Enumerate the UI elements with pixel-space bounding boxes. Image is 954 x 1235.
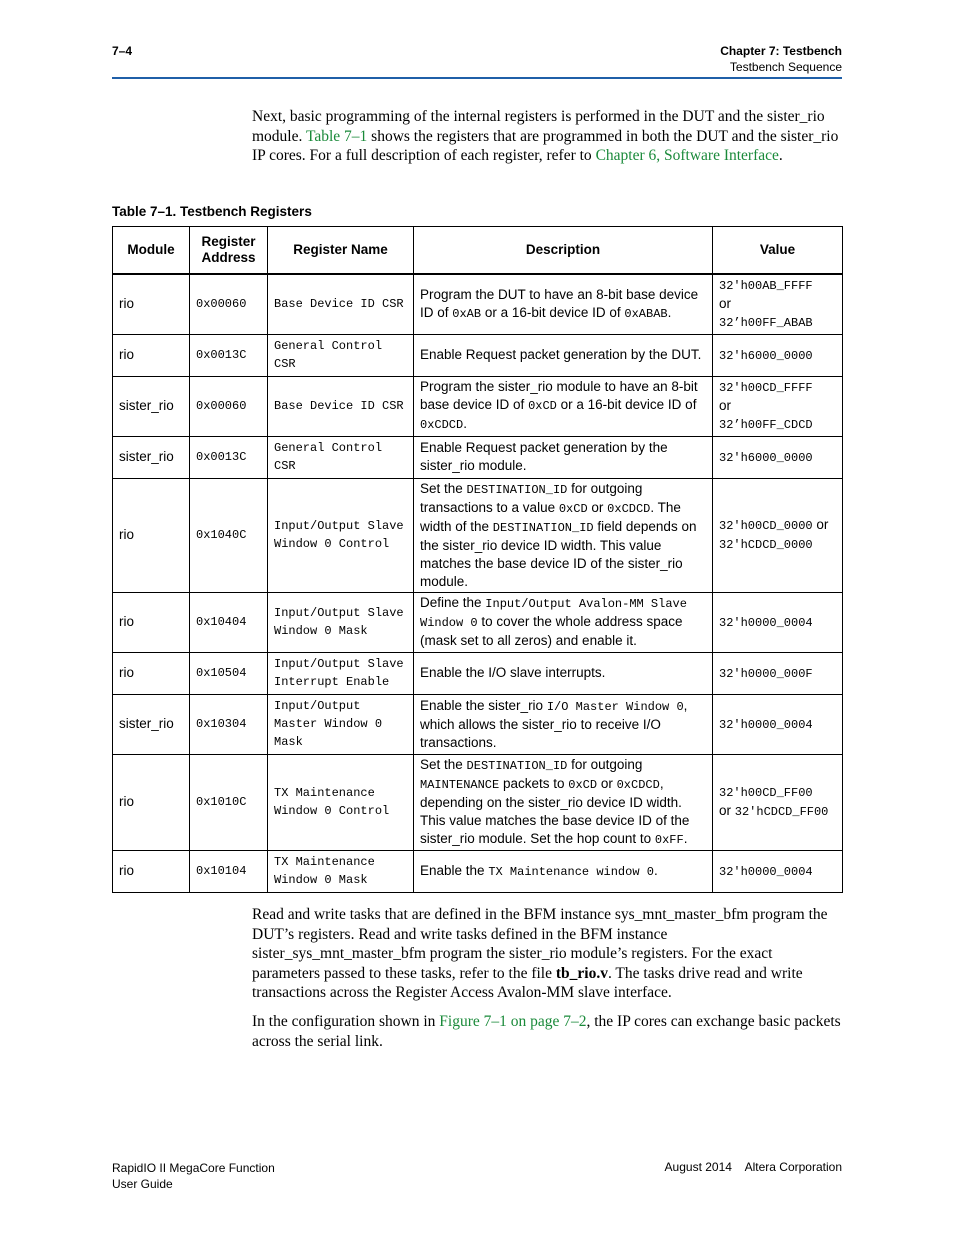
module-cell: rio [113,592,190,652]
code-fragment: DESTINATION_ID [492,520,594,535]
bfm-text-1: Read and write tasks that are defined in the BFM instance sys_mnt_master_bfm program the DUT’s registers. Read and write tasks defined in the BFM instance sister_sys_mnt_master_bfm program the sister_rio module’s registers. For the exact parameters passed to these tasks, refer to the file [252,906,828,982]
address-cell: 0x0013C [190,436,268,478]
register-name-cell: Base Device ID CSR [268,376,414,436]
description-text: . The width of the [420,499,681,534]
description-cell [414,754,713,850]
description-text: packets to [499,775,569,791]
address-cell: 0x10404 [190,592,268,652]
description-text: to cover the whole address space (mask set to all zeros) and enable it. [420,614,683,648]
section-title: Testbench Sequence [729,60,842,74]
intro-text-1: Next, basic programming of the internal registers is performed in the DUT and the sister_rio module. [252,108,825,145]
register-value: 32'h0000_000F [719,666,813,681]
register-name-cell: TX Maintenance Window 0 Mask [268,850,414,892]
code-fragment: 0xCDCD [616,777,660,792]
value-cell [713,334,843,376]
address-cell: 0x0013C [190,334,268,376]
config-text-1: In the configuration shown in [252,1013,440,1030]
code-fragment: I/O Master Window 0 [546,699,684,714]
value-cell [713,850,843,892]
code-fragment: 0xCDCD [420,418,464,432]
description-text: Enable the I/O slave interrupts. [420,665,606,680]
code-fragment: TX Maintenance window 0 [488,864,654,879]
table-row [113,652,843,694]
address-cell: 0x1010C [190,754,268,850]
description-text: field depends on the sister_rio device ID width. This value matches the base device ID of the sister_rio module. [420,518,697,589]
description-text: Program the sister_rio module to have an 8-bit base device ID of [420,379,698,412]
register-name-cell: Input/Output Slave Interrupt Enable [268,652,414,694]
description-text: Enable Request packet generation by the DUT. [420,347,702,362]
description-header: Description [414,227,713,275]
code-fragment: 0xCD [528,399,557,413]
footer-right: August 2014 Altera Corporation [664,1160,842,1174]
address-cell: 0x10104 [190,850,268,892]
description-text: for outgoing transactions to a value [420,480,643,515]
module-cell: sister_rio [113,376,190,436]
register-name-cell: TX Maintenance Window 0 Control [268,754,414,850]
register-value: 32'h00AB_FFFF [719,279,813,294]
header-rule [112,77,842,79]
description-text: . [667,304,672,320]
description-cell [414,274,713,334]
description-cell [414,334,713,376]
value-cell [713,652,843,694]
module-cell: rio [113,478,190,592]
register-value: 32'h0000_0004 [719,864,813,879]
description-text: Program the DUT to have an 8-bit base device ID of [420,286,699,320]
register-name-cell: Base Device ID CSR [268,274,414,334]
footer-left [112,1160,275,1192]
value-cell [713,694,843,754]
value-header: Value [713,227,843,275]
testbench-registers-table [112,226,843,893]
module-cell: rio [113,274,190,334]
code-fragment: 0xFF [654,832,684,847]
chapter-6-link[interactable]: Chapter 6, Software Interface [595,147,779,164]
table-header-row [113,227,843,275]
description-text: Set the [420,756,467,772]
register-name-cell: General Control CSR [268,334,414,376]
register-value: 32'h00CD_0000 [719,519,813,533]
register-name-cell: Input/Output Slave Window 0 Control [268,478,414,592]
code-fragment: 0xAB [452,306,482,321]
product-name: RapidIO II MegaCore Function [112,1161,275,1175]
value-cell [713,274,843,334]
register-value: 32’h00FF_ABAB [719,316,813,331]
table-row [113,850,843,892]
value-cell [713,592,843,652]
page-number: 7–4 [112,44,133,58]
description-text: Enable Request packet generation by the sister_rio module. [420,440,668,473]
description-text: for outgoing [567,756,643,772]
code-fragment: DESTINATION_ID [466,758,568,773]
code-fragment: 0xCD [568,777,598,792]
code-fragment: 0xABAB [624,306,668,321]
description-cell [414,592,713,652]
register-value: 32'hCDCD_0000 [719,538,813,552]
intro-paragraph [252,107,842,166]
table-row [113,436,843,478]
chapter-title: Chapter 7: Testbench [720,44,842,58]
module-cell: rio [113,652,190,694]
address-header-line2: Address [201,250,256,265]
description-cell [414,376,713,436]
module-cell: sister_rio [113,436,190,478]
figure-7-1-link[interactable]: Figure 7–1 on page 7–2 [439,1013,587,1030]
bfm-text-2: . The tasks drive read and write transactions across the Register Access Avalon-MM slave interface. [252,964,803,1001]
description-text: Set the [420,480,467,496]
table-7-1-link[interactable]: Table 7–1 [305,127,368,145]
register-value: 32'h0000_0004 [719,615,813,630]
register-value: 32'h00CD_FFFF [719,381,813,395]
table-row [113,274,843,334]
code-fragment: MAINTENANCE [420,777,500,792]
register-value: 32’h00FF_CDCD [719,418,813,432]
table-row [113,754,843,850]
table-row [113,694,843,754]
code-fragment: 0xCD [558,501,588,516]
value-conjunction: or [719,296,732,312]
table-row [113,334,843,376]
register-value: 32'hCDCD_FF00 [734,805,829,819]
table-row [113,478,843,592]
register-value: 32'h00CD_FF00 [719,786,813,800]
description-text: . [683,830,688,846]
address-cell: 0x10304 [190,694,268,754]
code-fragment: Input/Output Avalon-MM Slave Window 0 [420,597,687,630]
code-fragment: 0xCDCD [607,501,651,516]
code-fragment: DESTINATION_ID [466,482,568,497]
table-row [113,376,843,436]
value-conjunction: or [812,517,829,532]
config-text-2: , the IP cores can exchange basic packets across the serial link. [252,1013,841,1050]
register-value: 32'h6000_0000 [719,348,813,363]
description-text: , depending on the sister_rio device ID width. This value matches the base device ID of the sister_rio module. Set the hop count to [420,775,690,846]
description-text: , which allows the sister_rio to receive I/O transactions. [420,697,688,750]
address-cell: 0x10504 [190,652,268,694]
address-cell: 0x1040C [190,478,268,592]
value-cell [713,436,843,478]
address-header-line1: Register [201,234,256,249]
configuration-paragraph [252,1012,842,1051]
description-text: Enable the sister_rio [420,697,547,713]
module-cell: rio [113,850,190,892]
value-conjunction: or [719,398,732,413]
description-cell [414,652,713,694]
tb-rio-filename: tb_rio.v [555,964,608,982]
description-text: or a 16-bit device ID of [556,397,697,412]
description-cell [414,850,713,892]
address-cell: 0x00060 [190,376,268,436]
value-cell [713,754,843,850]
module-cell: sister_rio [113,694,190,754]
table-body [113,274,843,892]
register-value: 32'h0000_0004 [719,717,813,732]
bfm-paragraph [252,905,842,1003]
description-cell [414,436,713,478]
module-header: Module [113,227,190,275]
intro-text-3: . [778,147,783,164]
description-text: Define the [420,595,486,610]
description-text: . [463,416,467,431]
register-name-cell: Input/Output Slave Window 0 Mask [268,592,414,652]
description-text: Enable the [420,862,489,878]
register-name-cell: Input/Output Master Window 0 Mask [268,694,414,754]
running-header [720,43,842,75]
module-cell: rio [113,334,190,376]
description-cell [414,478,713,592]
register-name-cell: General Control CSR [268,436,414,478]
value-cell [713,376,843,436]
description-text: . [653,862,658,878]
register-value: 32'h6000_0000 [719,450,813,465]
table-caption: Table 7–1. Testbench Registers [112,204,312,219]
intro-text-2: shows the registers that are programmed in both the DUT and the sister_rio IP cores. For a full description of each register, refer to [252,127,839,164]
description-text: or a 16-bit device ID of [481,304,625,320]
value-conjunction: or [719,803,735,818]
description-text: or [597,775,617,791]
address-cell: 0x00060 [190,274,268,334]
value-cell [713,478,843,592]
module-cell: rio [113,754,190,850]
address-header [190,227,268,275]
register-name-header: Register Name [268,227,414,275]
document-type: User Guide [112,1177,173,1191]
description-text: or [587,499,608,515]
table-row [113,592,843,652]
description-cell [414,694,713,754]
